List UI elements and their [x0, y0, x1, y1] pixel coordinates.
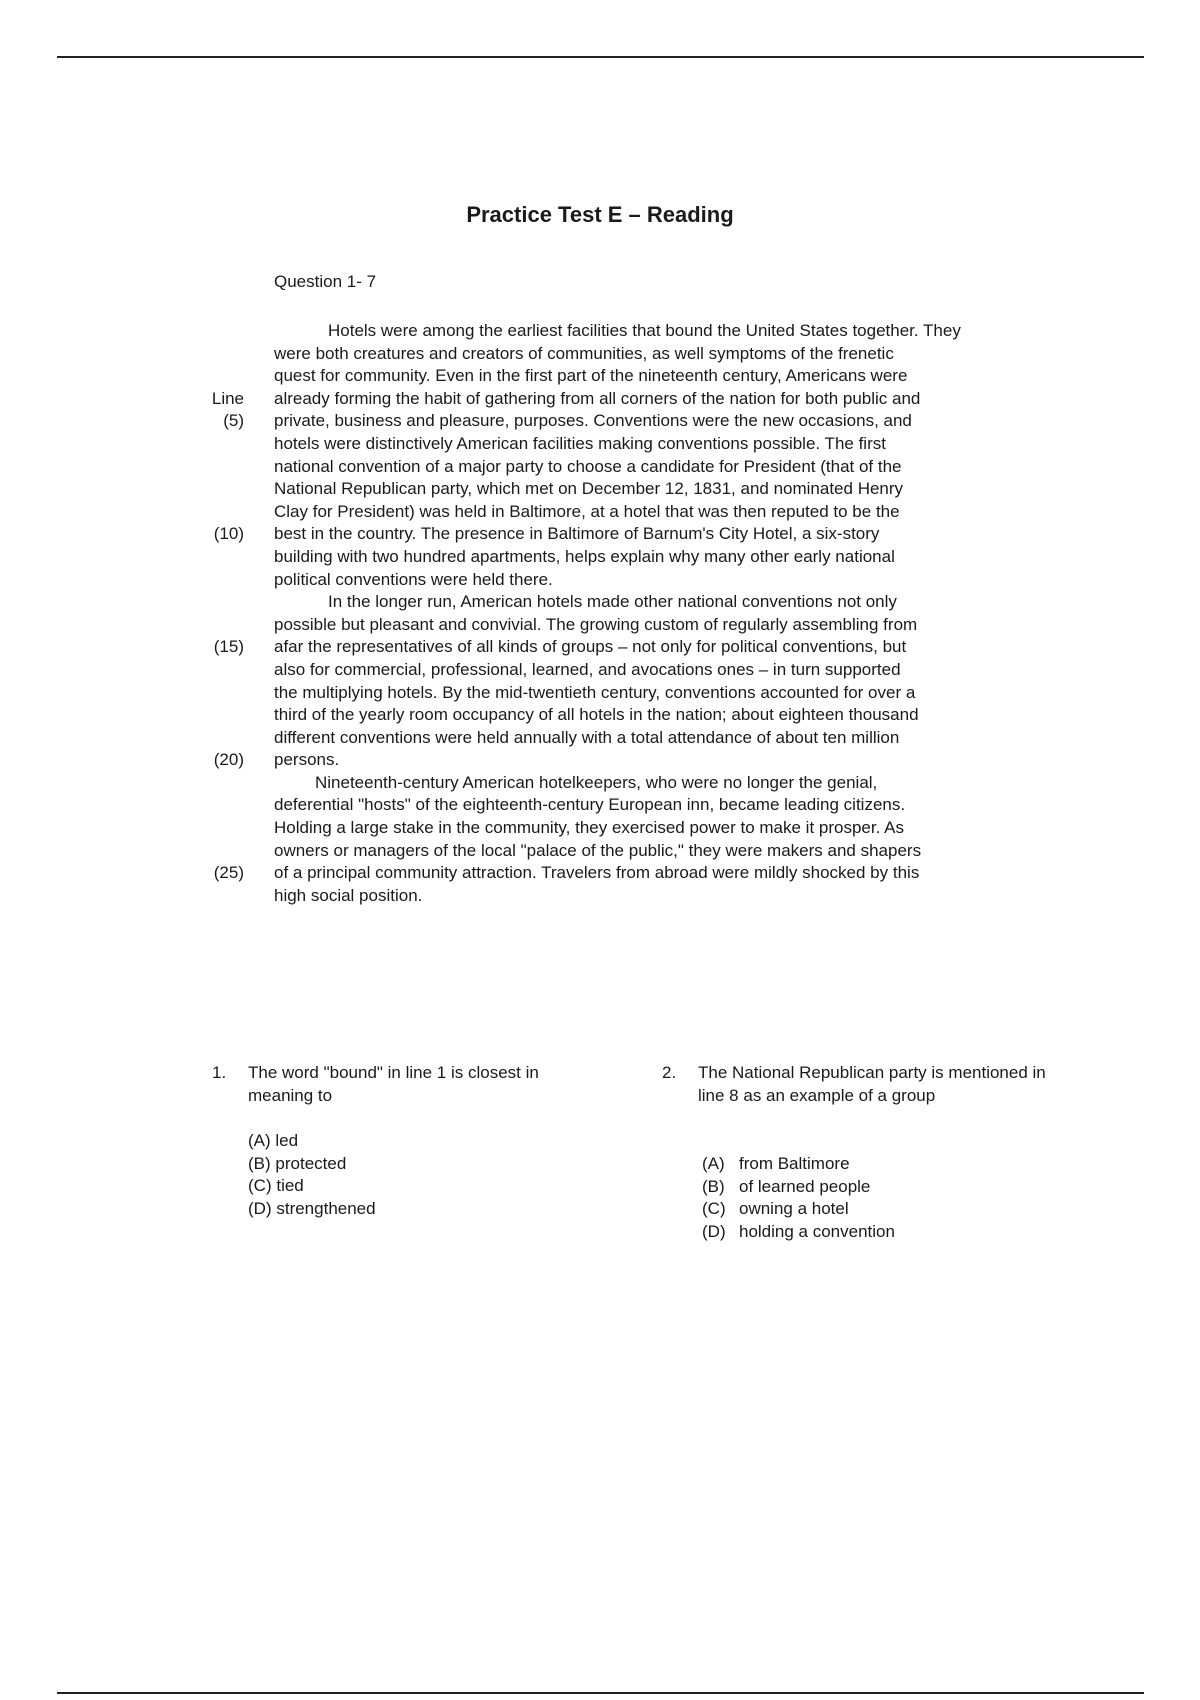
option-letter: (B) — [702, 1176, 725, 1196]
line-text: owners or managers of the local "palace of the public," they were makers and shapers — [274, 840, 922, 860]
line-text: the multiplying hotels. By the mid-twentieth century, conventions accounted for over a — [274, 682, 916, 702]
line-text: different conventions were held annually with a total attendance of about ten million — [274, 727, 900, 747]
passage-line — [0, 840, 1200, 863]
line-text: national convention of a major party to choose a candidate for President (that of the — [274, 456, 902, 476]
line-text: Hotels were among the earliest facilities that bound the United States together. They — [328, 321, 961, 340]
line-number: (20) — [213, 750, 244, 770]
option-letter: (C) — [248, 1176, 272, 1196]
passage-line — [0, 794, 1200, 817]
option-c[interactable] — [248, 1175, 376, 1198]
line-text: of a principal community attraction. Travelers from abroad were mildly shocked by this — [274, 863, 920, 883]
option-letter: (B) — [248, 1153, 271, 1173]
line-text: persons. — [274, 750, 340, 770]
reading-passage — [0, 320, 1200, 907]
line-text: best in the country. The presence in Baltimore of Barnum's City Hotel, a six-story — [274, 524, 880, 544]
option-d[interactable] — [702, 1221, 895, 1244]
passage-line — [0, 862, 1200, 885]
line-text: building with two hundred apartments, helps explain why many other early national — [274, 546, 895, 566]
passage-line — [0, 885, 1200, 908]
answer-options — [702, 1153, 895, 1243]
passage-line — [0, 704, 1200, 727]
question-range-label: Question 1- 7 — [274, 272, 377, 291]
option-c[interactable] — [702, 1198, 895, 1221]
passage-line — [0, 523, 1200, 546]
option-b[interactable] — [248, 1153, 376, 1176]
option-letter: (D) — [702, 1221, 726, 1241]
passage-line — [0, 817, 1200, 840]
line-number: (10) — [213, 524, 244, 544]
option-b[interactable] — [702, 1176, 895, 1199]
option-a[interactable] — [248, 1130, 376, 1153]
question-number: 1. — [212, 1063, 227, 1082]
line-text: National Republican party, which met on December 12, 1831, and nominated Henry — [274, 479, 904, 499]
passage-line — [0, 569, 1200, 592]
option-d[interactable] — [248, 1198, 376, 1221]
option-a[interactable] — [702, 1153, 895, 1176]
line-text: Holding a large stake in the community, they exercised power to make it prosper. As — [274, 818, 904, 838]
line-text: quest for community. Even in the first part of the nineteenth century, Americans were — [274, 366, 908, 386]
passage-line — [0, 501, 1200, 524]
line-text: possible but pleasant and convivial. The growing custom of regularly assembling from — [274, 614, 918, 634]
passage-line — [0, 456, 1200, 479]
passage-line — [0, 591, 1200, 614]
option-text: protected — [275, 1153, 347, 1173]
passage-line — [0, 727, 1200, 750]
line-number: (5) — [223, 411, 244, 431]
line-text: third of the yearly room occupancy of all hotels in the nation; about eighteen thousand — [274, 705, 919, 725]
question-stem: The National Republican party is mentioned in line 8 as an example of a group — [698, 1063, 1046, 1105]
question-number: 2. — [662, 1063, 677, 1082]
answer-options — [248, 1130, 376, 1220]
passage-line — [0, 636, 1200, 659]
line-text: In the longer run, American hotels made other national conventions not only — [328, 592, 897, 612]
option-text: led — [275, 1131, 299, 1150]
top-rule — [57, 56, 1144, 58]
option-letter: (C) — [702, 1199, 726, 1219]
line-text: also for commercial, professional, learned, and avocations ones – in turn supported — [274, 659, 901, 679]
line-text: were both creatures and creators of communities, as well symptoms of the frenetic — [274, 343, 894, 363]
passage-line — [0, 320, 1200, 343]
line-number: Line — [211, 388, 244, 408]
passage-line — [0, 478, 1200, 501]
option-text: from Baltimore — [739, 1154, 850, 1173]
page-title: Practice Test E – Reading — [466, 202, 734, 227]
option-letter: (A) — [702, 1154, 725, 1173]
line-text: already forming the habit of gathering from all corners of the nation for both public and — [274, 388, 921, 408]
line-text: Clay for President) was held in Baltimore, at a hotel that was then reputed to be the — [274, 501, 900, 521]
line-number: (25) — [213, 863, 244, 883]
passage-line — [0, 410, 1200, 433]
passage-line — [0, 343, 1200, 366]
line-text: deferential "hosts" of the eighteenth-century European inn, became leading citizens. — [274, 795, 906, 815]
passage-line — [0, 546, 1200, 569]
passage-line — [0, 772, 1200, 795]
passage-line — [0, 682, 1200, 705]
question-stem: The word "bound" in line 1 is closest in meaning to — [248, 1063, 539, 1105]
option-text: holding a convention — [739, 1221, 895, 1241]
passage-line — [0, 433, 1200, 456]
passage-line — [0, 659, 1200, 682]
option-letter: (A) — [248, 1131, 271, 1150]
line-text: afar the representatives of all kinds of groups – not only for political conventions, but — [274, 637, 907, 657]
line-text: private, business and pleasure, purposes. Conventions were the new occasions, and — [274, 411, 912, 431]
line-text: hotels were distinctively American facilities making conventions possible. The first — [274, 433, 886, 453]
passage-line — [0, 388, 1200, 411]
option-text: strengthened — [276, 1198, 376, 1218]
line-number: (15) — [213, 637, 244, 657]
bottom-rule — [57, 1692, 1144, 1694]
option-letter: (D) — [248, 1198, 272, 1218]
line-text: Nineteenth-century American hotelkeepers, who were no longer the genial, — [315, 772, 878, 792]
option-text: owning a hotel — [739, 1199, 849, 1219]
option-text: of learned people — [739, 1176, 871, 1196]
passage-line — [0, 614, 1200, 637]
passage-line — [0, 749, 1200, 772]
option-text: tied — [276, 1176, 304, 1196]
line-text: political conventions were held there. — [274, 569, 553, 589]
line-text: high social position. — [274, 885, 423, 905]
passage-line — [0, 365, 1200, 388]
